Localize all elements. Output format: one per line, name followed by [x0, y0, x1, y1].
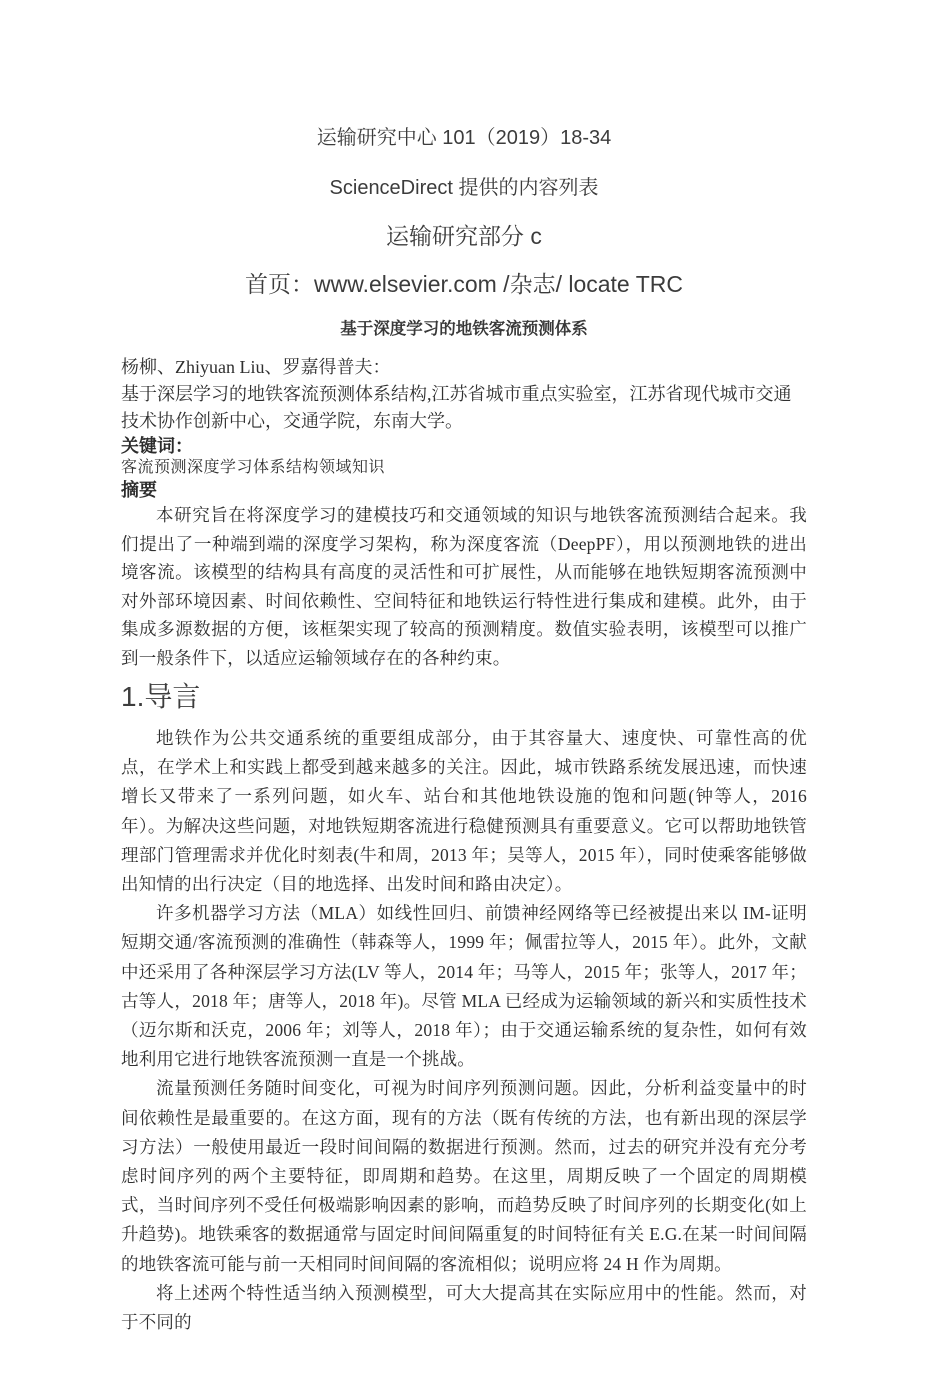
article-title: 基于深度学习的地铁客流预测体系	[340, 320, 588, 338]
keywords-text: 客流预测深度学习体系结构领域知识	[121, 459, 386, 476]
intro-paragraph-2: 许多机器学习方法（MLA）如线性回归、前馈神经网络等已经被提出来以 IM-证明短期交通/客流预测的准确性（韩森等人，1999 年；佩雷拉等人，2015 年）。此外，文献中还采用了各种深层学习方法(LV 等人，2014 年；马等人，2015 年；张等人，2017 年；古等人，2018 年；唐等人，2018 年)。尽管 MLA 已经成为运输领域的新兴和实质性技术（迈尔斯和沃克，2006 年；刘等人，2018 年）；由于交通运输系统的复杂性，如何有效地利用它进行地铁客流预测一直是一个挑战。	[121, 903, 807, 1070]
journal-title: 运输研究部分 c	[386, 223, 542, 249]
author-line: 杨柳、Zhiyuan Liu、罗嘉得普夫：	[121, 357, 391, 377]
affiliation-line: 基于深层学习的地铁客流预测体系结构,江苏省城市重点实验室，江苏省现代城市交通技术协作创新中心，交通学院，东南大学。	[121, 384, 792, 431]
sciencedirect-contents-line: ScienceDirect 提供的内容列表	[329, 177, 599, 199]
abstract-text: 本研究旨在将深度学习的建模技巧和交通领域的知识与地铁客流预测结合起来。我们提出了一种端到端的深度学习架构，称为深度客流（DeepPF），用以预测地铁的进出境客流。该模型的结构具有高度的灵活性和可扩展性，从而能够在地铁短期客流预测中对外部环境因素、时间依赖性、空间特征和地铁运行特性进行集成和建模。此外，由于集成多源数据的方便，该框架实现了较高的预测精度。数值实验表明，该模型可以推广到一般条件下，以适应运输领域存在的各种约束。	[121, 505, 807, 668]
section-heading-introduction: 1.导言	[121, 681, 201, 712]
keywords-label: 关键词：	[121, 436, 193, 456]
journal-homepage-line: 首页：www.elsevier.com /杂志/ locate TRC	[245, 271, 683, 297]
intro-paragraph-1: 地铁作为公共交通系统的重要组成部分，由于其容量大、速度快、可靠性高的优点，在学术上和实践上都受到越来越多的关注。因此，城市铁路系统发展迅速，而快速增长又带来了一系列问题，如火车、站台和其他地铁设施的饱和问题(钟等人，2016 年）。为解决这些问题，对地铁短期客流进行稳健预测具有重要意义。它可以帮助地铁管理部门管理需求并优化时刻表(牛和周，2013 年；吴等人，2015 年），同时使乘客能够做出知情的出行决定（目的地选择、出发时间和路由决定）。	[121, 728, 807, 895]
intro-paragraph-4: 将上述两个特性适当纳入预测模型，可大大提高其在实际应用中的性能。然而，对于不同的	[121, 1282, 807, 1333]
abstract-label: 摘要	[121, 480, 157, 500]
intro-paragraph-3: 流量预测任务随时间变化，可视为时间序列预测问题。因此，分析利益变量中的时间依赖性是最重要的。在这方面，现有的方法（既有传统的方法，也有新出现的深层学习方法）一般使用最近一段时间间隔的数据进行预测。然而，过去的研究并没有充分考虑时间序列的两个主要特征，即周期和趋势。在这里，周期反映了一个固定的周期模式，当时间序列不受任何极端影响因素的影响，而趋势反映了时间序列的长期变化(如上升趋势)。地铁乘客的数据通常与固定时间间隔重复的时间特征有关 E.G.在某一时间间隔的地铁客流可能与前一天相同时间间隔的客流相似；说明应将 24 H 作为周期。	[121, 1078, 807, 1274]
author-affiliation-block	[121, 354, 807, 435]
journal-volume-line: 运输研究中心 101（2019）18-34	[316, 127, 612, 149]
